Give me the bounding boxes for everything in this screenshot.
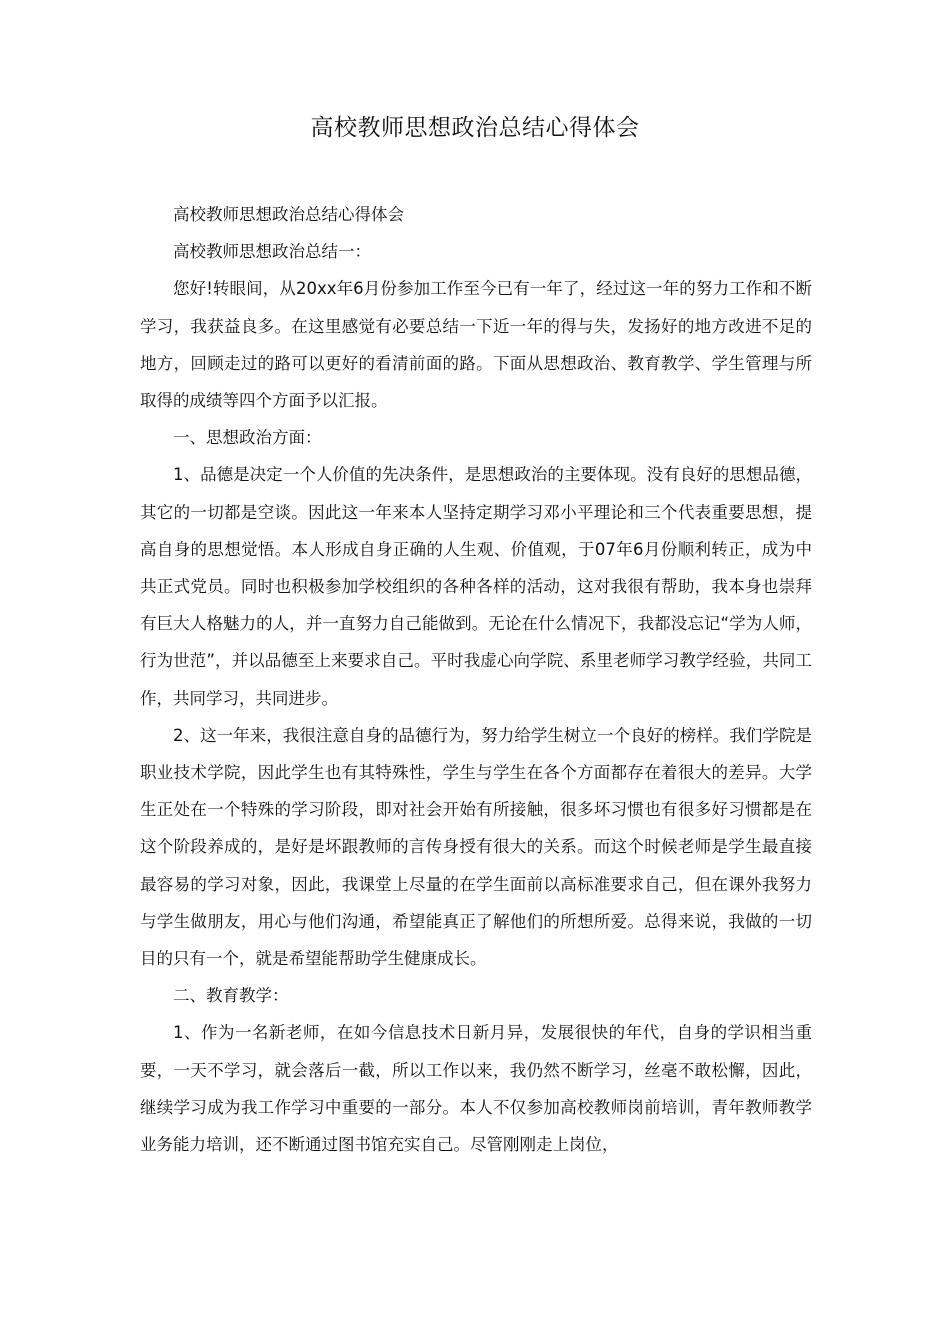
document-title: 高校教师思想政治总结心得体会 <box>310 115 640 141</box>
paragraph-ideology-1: 1、品德是决定一个人价值的先决条件，是思想政治的主要体现。没有良好的思想品德，其它的一切都是空谈。因此这一年来本人坚持定期学习邓小平理论和三个代表重要思想，提高自身的思想觉悟。本人形成自身正确的人生观、价值观，于07年6月份顺利转正，成为中共正式党员。同时也积极参加学校组织的各种各样的活动，这对我很有帮助，我本身也崇拜有巨大人格魅力的人，并一直努力自己能做到。无论在什么情况下，我都没忘记“学为人师，行为世范”，并以品德至上来要求自己。平时我虚心向学院、系里老师学习教学经验，共同工作，共同学习，共同进步。 <box>140 465 812 708</box>
paragraph-subtitle: 高校教师思想政治总结心得体会 <box>173 205 404 224</box>
paragraph-intro: 您好!转眼间，从20xx年6月份参加工作至今已有一年了，经过这一年的努力工作和不断学习，我获益良多。在这里感觉有必要总结一下近一年的得与失，发扬好的地方改进不足的地方，回顾走过的路可以更好的看清前面的路。下面从思想政治、教育教学、学生管理与所取得的成绩等四个方面予以汇报。 <box>140 279 812 411</box>
paragraph-heading-ideology: 一、思想政治方面： <box>173 428 322 448</box>
paragraph-heading-teaching: 二、教育教学： <box>173 986 289 1006</box>
paragraph-ideology-2: 2、这一年来，我很注意自身的品德行为，努力给学生树立一个良好的榜样。我们学院是职业技术学院，因此学生也有其特殊性，学生与学生在各个方面都存在着很大的差异。大学生正处在一个特殊的学习阶段，即对社会开始有所接触，很多坏习惯也有很多好习惯都是在这个阶段养成的，是好是坏跟教师的言传身授有很大的关系。而这个时候老师是学生最直接最容易的学习对象，因此，我课堂上尽量的在学生面前以高标准要求自己，但在课外我努力与学生做朋友，用心与他们沟通，希望能真正了解他们的所想所爱。总得来说，我做的一切目的只有一个，就是希望能帮助学生健康成长。 <box>140 725 812 969</box>
document-body <box>140 196 812 1163</box>
paragraph-section-heading: 高校教师思想政治总结一： <box>173 242 371 262</box>
paragraph-teaching-1: 1、作为一名新老师，在如今信息技术日新月异，发展很快的年代，自身的学识相当重要，一天不学习，就会落后一截，所以工作以来，我仍然不断学习，丝毫不敢松懈，因此，继续学习成为我工作学习中重要的一部分。本人不仅参加高校教师岗前培训，青年教师教学业务能力培训，还不断通过图书馆充实自己。尽管刚刚走上岗位， <box>140 1023 812 1155</box>
